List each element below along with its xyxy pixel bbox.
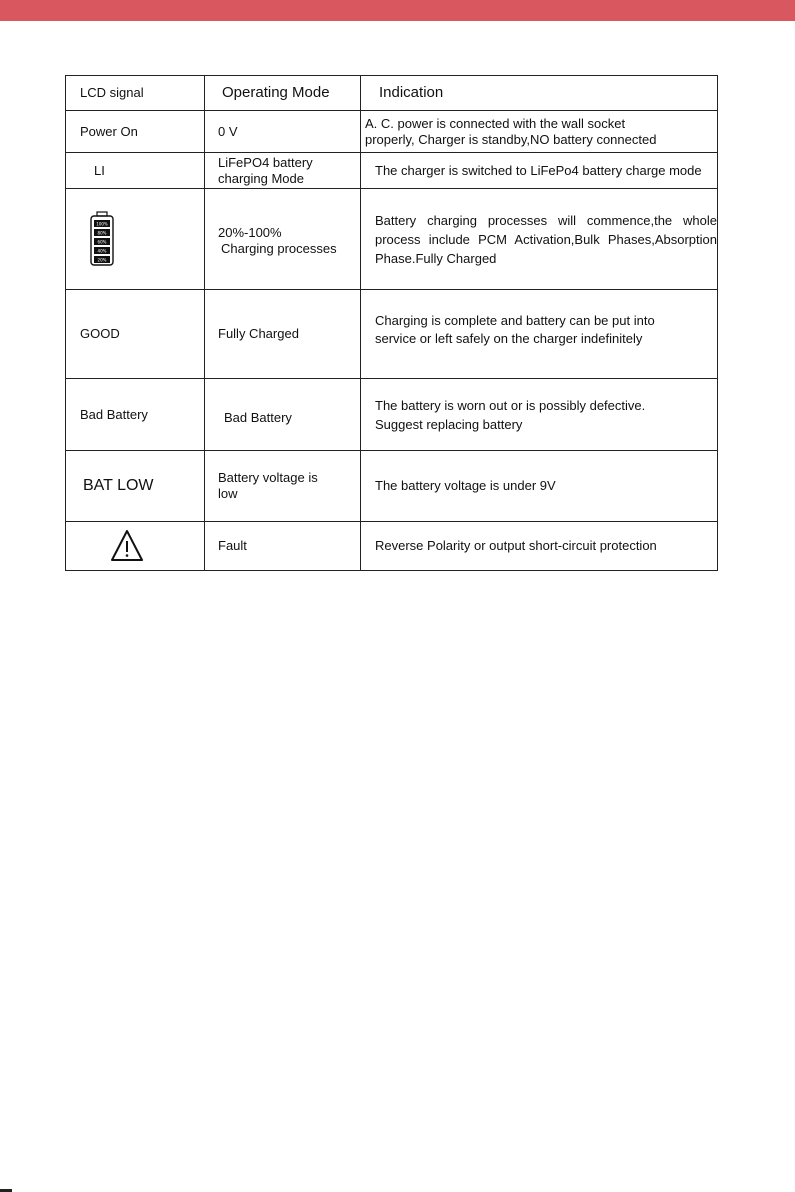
battery-label-100: 100% [96, 221, 108, 227]
charger-status-table [65, 75, 718, 571]
indication-bat-low: The battery voltage is under 9V [361, 451, 718, 522]
signal-power-on: Power On [66, 111, 205, 153]
signal-bad-battery: Bad Battery [66, 379, 205, 451]
table-row [66, 522, 718, 571]
signal-good: GOOD [66, 290, 205, 379]
indication-fault: Reverse Polarity or output short-circuit protection [361, 522, 718, 571]
battery-label-40: 40% [97, 248, 107, 254]
table-row [66, 451, 718, 522]
signal-li: LI [66, 153, 205, 189]
indication-li: The charger is switched to LiFePo4 battery charge mode [361, 153, 718, 189]
mode-0v: 0 V [205, 111, 361, 153]
signal-battery-cell [66, 189, 205, 290]
table-row [66, 111, 718, 153]
table-row [66, 379, 718, 451]
battery-level-icon [89, 211, 115, 267]
signal-bat-low: BAT LOW [66, 451, 205, 522]
mode-battery-voltage-low: Battery voltage is low [205, 451, 361, 522]
battery-label-80: 80% [97, 230, 107, 236]
mode-percent: 20%-100% [218, 225, 282, 240]
table-header-row [66, 76, 718, 111]
indication-power-on: A. C. power is connected with the wall socket properly, Charger is standby,NO battery connected [361, 111, 718, 153]
signal-fault-cell [66, 522, 205, 571]
mode-charging-cell [205, 189, 361, 290]
warning-triangle-icon [110, 529, 144, 563]
mode-charging-processes: Charging processes [221, 241, 337, 256]
mode-fault: Fault [205, 522, 361, 571]
header-indication: Indication [361, 76, 718, 111]
header-operating-mode: Operating Mode [205, 76, 361, 111]
table-row [66, 290, 718, 379]
mode-lifepo4: LiFePO4 battery charging Mode [205, 153, 361, 189]
header-lcd-signal: LCD signal [66, 76, 205, 111]
mode-bad-battery: Bad Battery [205, 379, 361, 451]
indication-good: Charging is complete and battery can be put into service or left safely on the charger indefinitely [361, 290, 718, 379]
table-row [66, 189, 718, 290]
header-bar [0, 0, 795, 21]
battery-label-60: 60% [97, 239, 107, 245]
indication-charging: Battery charging processes will commence,the whole process include PCM Activation,Bulk Phases,Absorption Phase.Fully Charged [361, 189, 718, 290]
table-row [66, 153, 718, 189]
indication-bad-battery: The battery is worn out or is possibly defective. Suggest replacing battery [361, 379, 718, 451]
mode-fully-charged: Fully Charged [205, 290, 361, 379]
battery-label-20: 20% [97, 257, 107, 263]
